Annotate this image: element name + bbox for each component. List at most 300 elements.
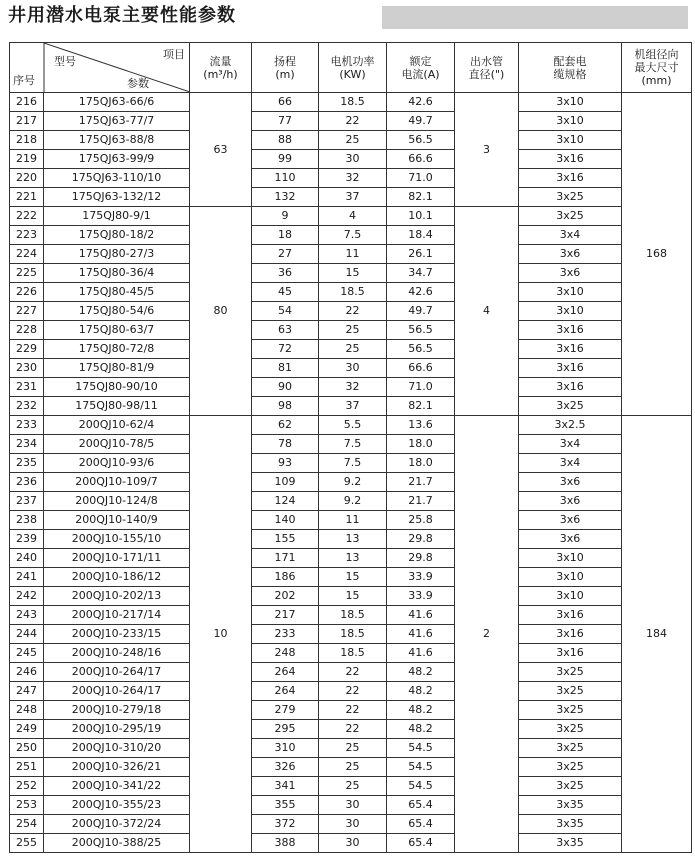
row-current: 54.5 <box>387 758 455 777</box>
table-row <box>10 739 692 758</box>
table-row <box>10 378 692 397</box>
row-index: 233 <box>10 416 44 435</box>
row-cable: 3x25 <box>519 663 622 682</box>
row-power: 9.2 <box>319 473 387 492</box>
row-index: 230 <box>10 359 44 378</box>
row-model: 175QJ80-9/1 <box>44 207 190 226</box>
row-model: 200QJ10-310/20 <box>44 739 190 758</box>
row-power: 15 <box>319 264 387 283</box>
row-power: 7.5 <box>319 454 387 473</box>
row-cable: 3x10 <box>519 283 622 302</box>
table-row <box>10 549 692 568</box>
row-head: 81 <box>252 359 319 378</box>
row-index: 245 <box>10 644 44 663</box>
row-model: 200QJ10-78/5 <box>44 435 190 454</box>
row-power: 5.5 <box>319 416 387 435</box>
row-power: 13 <box>319 530 387 549</box>
row-cable: 3x25 <box>519 720 622 739</box>
row-cable: 3x4 <box>519 226 622 245</box>
row-head: 63 <box>252 321 319 340</box>
header-cable-label: 配套电 <box>553 54 587 68</box>
table-row <box>10 207 692 226</box>
row-index: 251 <box>10 758 44 777</box>
row-current: 10.1 <box>387 207 455 226</box>
table-row <box>10 321 692 340</box>
row-current: 42.6 <box>387 283 455 302</box>
row-current: 26.1 <box>387 245 455 264</box>
table-row <box>10 226 692 245</box>
table-row <box>10 340 692 359</box>
row-current: 13.6 <box>387 416 455 435</box>
row-cable: 3x25 <box>519 207 622 226</box>
row-current: 54.5 <box>387 739 455 758</box>
row-power: 22 <box>319 701 387 720</box>
row-head: 202 <box>252 587 319 606</box>
row-model: 175QJ63-88/8 <box>44 131 190 150</box>
row-current: 49.7 <box>387 302 455 321</box>
row-head: 18 <box>252 226 319 245</box>
row-cable: 3x10 <box>519 112 622 131</box>
row-index: 229 <box>10 340 44 359</box>
row-index: 254 <box>10 815 44 834</box>
header-cable-unit: 缆规格 <box>553 67 587 81</box>
row-head: 217 <box>252 606 319 625</box>
table-row <box>10 587 692 606</box>
row-model: 175QJ80-63/7 <box>44 321 190 340</box>
table-row <box>10 169 692 188</box>
row-model: 200QJ10-355/23 <box>44 796 190 815</box>
row-cable: 3x6 <box>519 245 622 264</box>
row-power: 4 <box>319 207 387 226</box>
table-row <box>10 454 692 473</box>
header-row <box>10 43 692 93</box>
row-model: 200QJ10-326/21 <box>44 758 190 777</box>
group-outlet: 4 <box>455 207 519 416</box>
row-power: 13 <box>319 549 387 568</box>
row-current: 71.0 <box>387 169 455 188</box>
table-row <box>10 150 692 169</box>
row-power: 32 <box>319 169 387 188</box>
row-power: 15 <box>319 568 387 587</box>
table-row <box>10 93 692 112</box>
row-index: 250 <box>10 739 44 758</box>
title-decoration-bar <box>382 6 688 29</box>
row-model: 200QJ10-279/18 <box>44 701 190 720</box>
row-cable: 3x35 <box>519 834 622 853</box>
row-current: 71.0 <box>387 378 455 397</box>
row-index: 248 <box>10 701 44 720</box>
row-power: 32 <box>319 378 387 397</box>
row-cable: 3x6 <box>519 492 622 511</box>
row-head: 372 <box>252 815 319 834</box>
row-cable: 3x6 <box>519 530 622 549</box>
row-model: 175QJ63-77/7 <box>44 112 190 131</box>
row-index: 244 <box>10 625 44 644</box>
row-power: 30 <box>319 815 387 834</box>
row-head: 90 <box>252 378 319 397</box>
row-head: 279 <box>252 701 319 720</box>
row-head: 295 <box>252 720 319 739</box>
row-current: 21.7 <box>387 473 455 492</box>
row-cable: 3x10 <box>519 568 622 587</box>
row-index: 224 <box>10 245 44 264</box>
table-row <box>10 834 692 853</box>
header-index: 序号 <box>13 74 35 87</box>
row-model: 200QJ10-248/16 <box>44 644 190 663</box>
row-current: 18.0 <box>387 435 455 454</box>
row-cable: 3x25 <box>519 739 622 758</box>
row-current: 56.5 <box>387 131 455 150</box>
header-power <box>319 43 387 93</box>
row-model: 200QJ10-202/13 <box>44 587 190 606</box>
row-model: 175QJ63-110/10 <box>44 169 190 188</box>
row-head: 248 <box>252 644 319 663</box>
page-title: 井用潜水电泵主要性能参数 <box>8 5 236 26</box>
row-power: 25 <box>319 321 387 340</box>
row-power: 30 <box>319 150 387 169</box>
row-head: 66 <box>252 93 319 112</box>
table-row <box>10 796 692 815</box>
row-current: 21.7 <box>387 492 455 511</box>
row-model: 175QJ80-36/4 <box>44 264 190 283</box>
row-cable: 3x35 <box>519 796 622 815</box>
row-model: 200QJ10-233/15 <box>44 625 190 644</box>
header-current-label: 额定 <box>409 54 432 68</box>
row-cable: 3x35 <box>519 815 622 834</box>
row-index: 238 <box>10 511 44 530</box>
table-row <box>10 131 692 150</box>
row-current: 56.5 <box>387 340 455 359</box>
row-head: 140 <box>252 511 319 530</box>
row-current: 54.5 <box>387 777 455 796</box>
header-flow-unit: (m³/h) <box>203 67 238 81</box>
row-index: 225 <box>10 264 44 283</box>
row-model: 175QJ80-72/8 <box>44 340 190 359</box>
row-model: 200QJ10-155/10 <box>44 530 190 549</box>
row-cable: 3x4 <box>519 454 622 473</box>
row-head: 78 <box>252 435 319 454</box>
row-power: 11 <box>319 511 387 530</box>
table-row <box>10 245 692 264</box>
row-power: 7.5 <box>319 435 387 454</box>
row-current: 25.8 <box>387 511 455 530</box>
row-index: 253 <box>10 796 44 815</box>
row-head: 9 <box>252 207 319 226</box>
row-power: 25 <box>319 340 387 359</box>
table-row <box>10 473 692 492</box>
spec-table <box>9 42 692 853</box>
header-flow <box>190 43 252 93</box>
row-current: 82.1 <box>387 188 455 207</box>
row-power: 15 <box>319 587 387 606</box>
row-model: 175QJ63-99/9 <box>44 150 190 169</box>
row-model: 200QJ10-295/19 <box>44 720 190 739</box>
row-cable: 3x4 <box>519 435 622 454</box>
row-model: 175QJ80-98/11 <box>44 397 190 416</box>
row-model: 200QJ10-264/17 <box>44 663 190 682</box>
row-current: 65.4 <box>387 834 455 853</box>
row-current: 41.6 <box>387 644 455 663</box>
row-power: 22 <box>319 302 387 321</box>
table-row <box>10 815 692 834</box>
row-index: 255 <box>10 834 44 853</box>
row-head: 62 <box>252 416 319 435</box>
row-index: 246 <box>10 663 44 682</box>
table-row <box>10 606 692 625</box>
row-index: 247 <box>10 682 44 701</box>
row-model: 175QJ80-81/9 <box>44 359 190 378</box>
header-item: 项目 <box>163 48 185 61</box>
row-head: 27 <box>252 245 319 264</box>
row-model: 200QJ10-388/25 <box>44 834 190 853</box>
row-cable: 3x6 <box>519 511 622 530</box>
row-head: 99 <box>252 150 319 169</box>
group-outlet: 3 <box>455 93 519 207</box>
row-model: 175QJ80-90/10 <box>44 378 190 397</box>
row-model: 200QJ10-93/6 <box>44 454 190 473</box>
row-cable: 3x16 <box>519 359 622 378</box>
row-current: 65.4 <box>387 796 455 815</box>
row-current: 41.6 <box>387 625 455 644</box>
row-current: 29.8 <box>387 530 455 549</box>
row-index: 220 <box>10 169 44 188</box>
row-model: 200QJ10-124/8 <box>44 492 190 511</box>
row-cable: 3x25 <box>519 701 622 720</box>
row-power: 22 <box>319 112 387 131</box>
table-row <box>10 568 692 587</box>
table-row <box>10 625 692 644</box>
row-current: 48.2 <box>387 701 455 720</box>
row-power: 25 <box>319 758 387 777</box>
table-row <box>10 435 692 454</box>
row-index: 237 <box>10 492 44 511</box>
row-index: 242 <box>10 587 44 606</box>
row-index: 226 <box>10 283 44 302</box>
row-power: 30 <box>319 359 387 378</box>
row-cable: 3x16 <box>519 150 622 169</box>
header-diameter <box>622 43 692 93</box>
row-head: 264 <box>252 682 319 701</box>
header-outlet-unit: 直径(") <box>468 67 505 81</box>
row-power: 18.5 <box>319 93 387 112</box>
row-head: 186 <box>252 568 319 587</box>
row-cable: 3x10 <box>519 587 622 606</box>
row-power: 25 <box>319 739 387 758</box>
row-cable: 3x6 <box>519 473 622 492</box>
row-index: 221 <box>10 188 44 207</box>
row-head: 109 <box>252 473 319 492</box>
row-index: 234 <box>10 435 44 454</box>
row-index: 252 <box>10 777 44 796</box>
row-current: 48.2 <box>387 682 455 701</box>
row-head: 36 <box>252 264 319 283</box>
row-power: 22 <box>319 720 387 739</box>
row-cable: 3x25 <box>519 682 622 701</box>
row-index: 240 <box>10 549 44 568</box>
row-cable: 3x16 <box>519 625 622 644</box>
row-head: 388 <box>252 834 319 853</box>
table-row <box>10 492 692 511</box>
table-row <box>10 701 692 720</box>
row-power: 25 <box>319 777 387 796</box>
row-power: 37 <box>319 397 387 416</box>
row-current: 48.2 <box>387 663 455 682</box>
row-power: 37 <box>319 188 387 207</box>
table-row <box>10 264 692 283</box>
row-index: 235 <box>10 454 44 473</box>
row-current: 18.0 <box>387 454 455 473</box>
row-model: 200QJ10-109/7 <box>44 473 190 492</box>
row-power: 22 <box>319 682 387 701</box>
header-outlet <box>455 43 519 93</box>
row-current: 34.7 <box>387 264 455 283</box>
row-current: 56.5 <box>387 321 455 340</box>
row-head: 355 <box>252 796 319 815</box>
row-current: 29.8 <box>387 549 455 568</box>
header-current-unit: 电流(A) <box>401 67 440 81</box>
row-current: 42.6 <box>387 93 455 112</box>
row-power: 25 <box>319 131 387 150</box>
row-head: 45 <box>252 283 319 302</box>
group-flow: 10 <box>190 416 252 853</box>
row-power: 11 <box>319 245 387 264</box>
header-power-unit: (KW) <box>339 67 366 81</box>
row-index: 236 <box>10 473 44 492</box>
row-head: 341 <box>252 777 319 796</box>
row-head: 310 <box>252 739 319 758</box>
row-head: 110 <box>252 169 319 188</box>
row-power: 18.5 <box>319 644 387 663</box>
row-power: 30 <box>319 834 387 853</box>
row-cable: 3x6 <box>519 264 622 283</box>
row-model: 200QJ10-171/11 <box>44 549 190 568</box>
row-cable: 3x25 <box>519 758 622 777</box>
table-row <box>10 359 692 378</box>
table-row <box>10 682 692 701</box>
header-diameter-label: 机组径向 <box>634 48 679 61</box>
row-index: 241 <box>10 568 44 587</box>
header-model: 型号 <box>54 55 76 68</box>
row-model: 175QJ80-45/5 <box>44 283 190 302</box>
table-row <box>10 663 692 682</box>
row-index: 223 <box>10 226 44 245</box>
row-cable: 3x25 <box>519 397 622 416</box>
row-head: 72 <box>252 340 319 359</box>
row-current: 65.4 <box>387 815 455 834</box>
row-current: 66.6 <box>387 150 455 169</box>
table-row <box>10 283 692 302</box>
row-cable: 3x10 <box>519 302 622 321</box>
row-index: 219 <box>10 150 44 169</box>
row-head: 171 <box>252 549 319 568</box>
header-param: 参数 <box>127 77 149 90</box>
row-current: 82.1 <box>387 397 455 416</box>
row-cable: 3x16 <box>519 644 622 663</box>
header-head <box>252 43 319 93</box>
row-head: 98 <box>252 397 319 416</box>
row-cable: 3x16 <box>519 340 622 359</box>
row-cable: 3x2.5 <box>519 416 622 435</box>
header-flow-label: 流量 <box>209 54 232 68</box>
table-row <box>10 188 692 207</box>
row-head: 54 <box>252 302 319 321</box>
row-index: 217 <box>10 112 44 131</box>
row-model: 200QJ10-140/9 <box>44 511 190 530</box>
row-cable: 3x10 <box>519 131 622 150</box>
table-row <box>10 112 692 131</box>
header-corner-cell <box>10 43 190 93</box>
row-cable: 3x25 <box>519 777 622 796</box>
row-current: 41.6 <box>387 606 455 625</box>
row-model: 200QJ10-264/17 <box>44 682 190 701</box>
row-current: 18.4 <box>387 226 455 245</box>
group-flow: 63 <box>190 93 252 207</box>
row-index: 218 <box>10 131 44 150</box>
row-head: 155 <box>252 530 319 549</box>
row-cable: 3x16 <box>519 321 622 340</box>
group-outlet: 2 <box>455 416 519 853</box>
row-power: 22 <box>319 663 387 682</box>
header-diameter-unit: (mm) <box>641 74 672 87</box>
group-diameter: 168 <box>622 93 692 416</box>
row-current: 33.9 <box>387 568 455 587</box>
row-model: 175QJ80-54/6 <box>44 302 190 321</box>
row-current: 48.2 <box>387 720 455 739</box>
table-row <box>10 530 692 549</box>
row-power: 9.2 <box>319 492 387 511</box>
header-head-label: 扬程 <box>274 54 296 68</box>
row-head: 233 <box>252 625 319 644</box>
group-flow: 80 <box>190 207 252 416</box>
row-head: 326 <box>252 758 319 777</box>
row-current: 49.7 <box>387 112 455 131</box>
header-diameter-label-2: 最大尺寸 <box>634 61 679 74</box>
row-index: 232 <box>10 397 44 416</box>
row-head: 77 <box>252 112 319 131</box>
row-model: 175QJ63-66/6 <box>44 93 190 112</box>
row-index: 243 <box>10 606 44 625</box>
row-cable: 3x16 <box>519 378 622 397</box>
header-head-unit: (m) <box>275 67 295 81</box>
table-row <box>10 397 692 416</box>
row-model: 200QJ10-372/24 <box>44 815 190 834</box>
row-index: 231 <box>10 378 44 397</box>
row-index: 216 <box>10 93 44 112</box>
table-row <box>10 644 692 663</box>
group-diameter: 184 <box>622 416 692 853</box>
row-index: 227 <box>10 302 44 321</box>
header-cable <box>519 43 622 93</box>
table-body <box>10 93 692 853</box>
row-index: 228 <box>10 321 44 340</box>
row-head: 124 <box>252 492 319 511</box>
header-current <box>387 43 455 93</box>
table-row <box>10 777 692 796</box>
row-cable: 3x25 <box>519 188 622 207</box>
row-cable: 3x16 <box>519 606 622 625</box>
row-model: 175QJ63-132/12 <box>44 188 190 207</box>
row-model: 200QJ10-217/14 <box>44 606 190 625</box>
table-row <box>10 302 692 321</box>
row-cable: 3x10 <box>519 549 622 568</box>
row-head: 88 <box>252 131 319 150</box>
row-power: 30 <box>319 796 387 815</box>
row-head: 264 <box>252 663 319 682</box>
table-row <box>10 511 692 530</box>
row-index: 239 <box>10 530 44 549</box>
row-current: 66.6 <box>387 359 455 378</box>
row-power: 18.5 <box>319 283 387 302</box>
